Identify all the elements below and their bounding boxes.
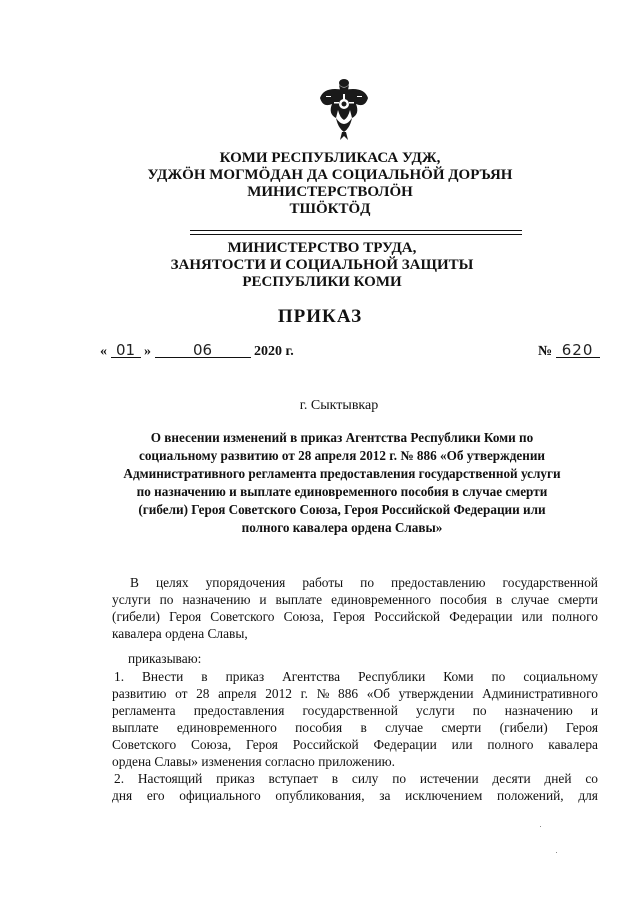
body-line (112, 591, 598, 608)
header-komi-line: ТШӦКТӦД (289, 201, 371, 217)
word: Федерации (373, 737, 437, 752)
word: исключением (405, 788, 483, 803)
scan-speck (540, 826, 541, 827)
komi-coat-of-arms-emblem (318, 74, 370, 142)
word: Настоящий (137, 771, 203, 786)
word: для (578, 788, 598, 803)
intro-paragraph (112, 574, 598, 642)
document-number (538, 343, 600, 360)
word: положений, (497, 788, 564, 803)
number-label: № (538, 344, 553, 359)
word: Республики (358, 669, 426, 684)
word: Российской (374, 609, 441, 624)
header-ru-line: РЕСПУБЛИКИ КОМИ (242, 274, 402, 290)
date-day-handwritten: 01 (111, 343, 141, 358)
word: дней (544, 771, 572, 786)
word: в (201, 669, 208, 684)
header-komi-line: КОМИ РЕСПУБЛИКАСА УДЖ, (219, 150, 441, 166)
document-subject (92, 429, 592, 537)
date-month-handwritten: 06 (155, 343, 251, 358)
word: «Об (366, 686, 390, 701)
word: его (146, 788, 165, 803)
word: десяти (492, 771, 531, 786)
word: Административного (482, 686, 598, 701)
word: истечении (419, 771, 479, 786)
word: упорядочения (205, 575, 286, 590)
word: по (392, 771, 407, 786)
word: полного (487, 737, 534, 752)
word: Российской (292, 737, 359, 752)
word: г. (300, 686, 308, 701)
word: случае (385, 720, 424, 735)
word: вступает (268, 771, 318, 786)
word: Внести (142, 669, 184, 684)
city-name: г. Сыктывкар (299, 398, 379, 413)
word: Героя (332, 609, 365, 624)
word: от (175, 686, 188, 701)
item-2-paragraph (112, 770, 598, 804)
body-line (112, 608, 598, 625)
word: единовременного (331, 592, 431, 607)
word: по (360, 575, 375, 590)
body-line (112, 719, 598, 736)
word: назначению (504, 703, 573, 718)
word: № (316, 686, 330, 701)
document-date (100, 343, 294, 360)
word: Героя (169, 609, 202, 624)
word: В (130, 575, 139, 590)
word: в (331, 771, 339, 786)
header-komi-line: МИНИСТЕРСТВОЛӦН (247, 184, 413, 200)
word: государственной (502, 575, 598, 590)
body-line (112, 668, 598, 685)
word: по (472, 703, 487, 718)
word: единовременного (176, 720, 277, 735)
word: Героя (566, 720, 598, 735)
word: или (451, 737, 473, 752)
word: Советского (112, 737, 177, 752)
word: Федерации (449, 609, 513, 624)
word: услуги (112, 592, 151, 607)
word: услуги (415, 703, 455, 718)
header-komi-line: УДЖӦН МОГМӦДАН ДА СОЦИАЛЬНӦЙ ДОРЪЯН (147, 167, 513, 183)
subject-line: социальному развитию от 28 апреля 2012 г. № 886 «Об утверждении (138, 448, 546, 463)
body-line (112, 685, 598, 702)
word: 886 (338, 686, 359, 701)
word: смерти (558, 592, 598, 607)
word: приказ (216, 771, 255, 786)
word: 28 (196, 686, 210, 701)
word: 2012 (265, 686, 292, 701)
word: предоставлению (391, 575, 486, 590)
body-line: ордена Славы» изменения согласно приложению. (112, 754, 395, 769)
word: социальному (523, 669, 598, 684)
item-1-paragraph (112, 668, 598, 770)
word: выплате (112, 720, 159, 735)
word: приказ (225, 669, 265, 684)
word: смерти (441, 720, 482, 735)
word: государственной (302, 703, 398, 718)
word: выплате (275, 592, 323, 607)
subject-line: О внесении изменений в приказ Агентства Республики Коми по (150, 430, 534, 445)
word: Союза, (283, 609, 324, 624)
word: (гибели) (499, 720, 548, 735)
word: утверждении (398, 686, 474, 701)
word: случае (511, 592, 550, 607)
word: развитию (112, 686, 167, 701)
body-line (112, 574, 598, 591)
word: официального (179, 788, 261, 803)
subject-line: по назначению и выплате единовременного пособия в случае смерти (136, 484, 548, 499)
word: со (585, 771, 598, 786)
date-year: 2020 г. (254, 344, 294, 359)
word: Советского (210, 609, 275, 624)
word: Союза, (190, 737, 232, 752)
word: апреля (218, 686, 257, 701)
word: целях (155, 575, 189, 590)
date-close-quote: » (144, 344, 151, 359)
body-line (112, 787, 598, 804)
subject-line: (гибели) Героя Советского Союза, Героя Российской Федерации или (138, 502, 546, 517)
subject-line: полного кавалера ордена Славы» (241, 520, 443, 535)
body-line (112, 770, 598, 787)
word: и (259, 592, 267, 607)
header-ru-line: МИНИСТЕРСТВО ТРУДА, (227, 240, 417, 256)
date-open-quote: « (100, 344, 107, 359)
body-line: кавалера ордена Славы, (112, 626, 248, 641)
word: Агентства (282, 669, 341, 684)
word: Героя (245, 737, 278, 752)
body-line (112, 736, 598, 753)
word: работы (302, 575, 344, 590)
word: кавалера (548, 737, 598, 752)
order-word: приказываю: (128, 651, 202, 666)
number-value-handwritten: 620 (556, 343, 600, 358)
word: или (521, 609, 543, 624)
word: и (590, 703, 598, 718)
word: Коми (443, 669, 474, 684)
word: по (159, 592, 174, 607)
scan-speck (556, 852, 557, 853)
word: в (360, 720, 367, 735)
word: силу (351, 771, 379, 786)
subject-line: Административного регламента предоставления государственной услуги (123, 466, 561, 481)
header-komi-language (10, 150, 640, 218)
header-russian-language (2, 240, 640, 291)
word: по (491, 669, 506, 684)
word: назначению (182, 592, 251, 607)
header-ru-line: ЗАНЯТОСТИ И СОЦИАЛЬНОЙ ЗАЩИТЫ (170, 257, 474, 273)
header-divider-thin (190, 234, 522, 235)
word: 1. (114, 669, 125, 684)
word: (гибели) (112, 609, 161, 624)
body-line (112, 702, 598, 719)
word: дня (112, 788, 133, 803)
word: регламента (112, 703, 176, 718)
header-divider-thick (190, 230, 522, 231)
word: 2. (114, 771, 125, 786)
word: предоставления (193, 703, 285, 718)
word: пособия (295, 720, 343, 735)
word: опубликования, (275, 788, 365, 803)
word: пособия (439, 592, 487, 607)
word: в (495, 592, 503, 607)
word: за (379, 788, 391, 803)
document-type-title: ПРИКАЗ (277, 306, 363, 327)
word: полного (551, 609, 598, 624)
